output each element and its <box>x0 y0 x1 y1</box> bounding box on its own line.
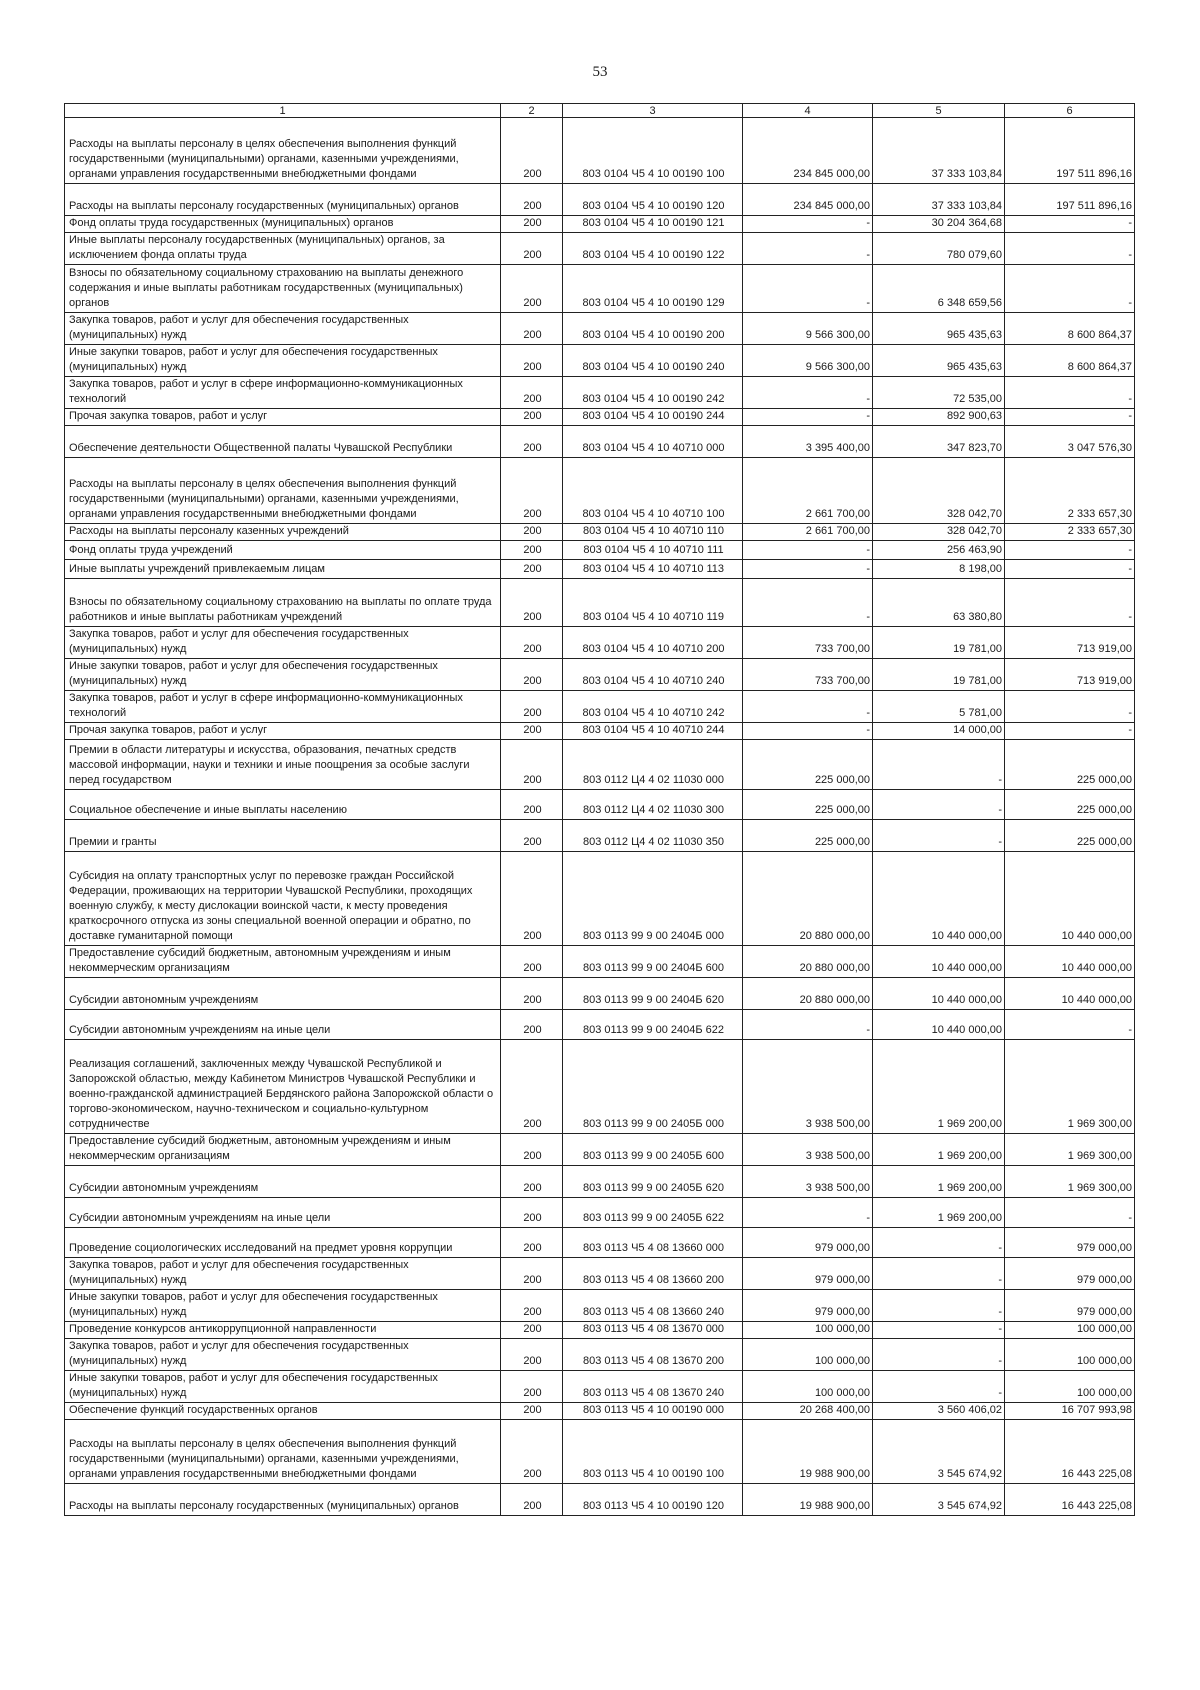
row-budget-code: 803 0112 Ц4 4 02 11030 300 <box>563 790 743 820</box>
row-remaining-amount: 16 443 225,08 <box>1005 1420 1135 1484</box>
row-budget-code: 803 0104 Ч5 4 10 40710 244 <box>563 723 743 740</box>
row-remaining-amount: - <box>1005 233 1135 265</box>
row-executed-amount: - <box>873 1339 1005 1371</box>
table-row <box>65 1166 1135 1198</box>
row-budget-code: 803 0104 Ч5 4 10 40710 113 <box>563 560 743 579</box>
row-budget-code: 803 0112 Ц4 4 02 11030 350 <box>563 820 743 852</box>
row-line-code: 200 <box>501 946 563 978</box>
row-executed-amount: 72 535,00 <box>873 377 1005 409</box>
row-approved-amount: - <box>743 233 873 265</box>
column-header: 5 <box>873 104 1005 118</box>
row-budget-code: 803 0104 Ч5 4 10 40710 000 <box>563 426 743 458</box>
row-budget-code: 803 0113 Ч5 4 08 13660 000 <box>563 1228 743 1258</box>
row-approved-amount: 3 938 500,00 <box>743 1040 873 1134</box>
row-executed-amount: 6 348 659,56 <box>873 265 1005 313</box>
row-executed-amount: 10 440 000,00 <box>873 852 1005 946</box>
row-line-code: 200 <box>501 409 563 426</box>
row-budget-code: 803 0113 Ч5 4 08 13670 240 <box>563 1371 743 1403</box>
row-approved-amount: 3 938 500,00 <box>743 1134 873 1166</box>
row-remaining-amount: - <box>1005 1198 1135 1228</box>
table-row <box>65 820 1135 852</box>
row-approved-amount: 3 938 500,00 <box>743 1166 873 1198</box>
row-remaining-amount: 10 440 000,00 <box>1005 946 1135 978</box>
row-executed-amount: 1 969 200,00 <box>873 1166 1005 1198</box>
row-approved-amount: 225 000,00 <box>743 820 873 852</box>
row-executed-amount: 1 969 200,00 <box>873 1134 1005 1166</box>
row-executed-amount: 5 781,00 <box>873 691 1005 723</box>
row-budget-code: 803 0113 99 9 00 2404Б 622 <box>563 1010 743 1040</box>
table-row <box>65 723 1135 740</box>
table-row <box>65 216 1135 233</box>
row-executed-amount: - <box>873 740 1005 790</box>
row-approved-amount: 225 000,00 <box>743 790 873 820</box>
row-executed-amount: 10 440 000,00 <box>873 978 1005 1010</box>
row-budget-code: 803 0104 Ч5 4 10 40710 240 <box>563 659 743 691</box>
table-row <box>65 1371 1135 1403</box>
row-description: Расходы на выплаты персоналу казенных учреждений <box>65 524 501 541</box>
row-approved-amount: 20 268 400,00 <box>743 1403 873 1420</box>
row-executed-amount: - <box>873 1258 1005 1290</box>
row-budget-code: 803 0113 Ч5 4 08 13660 240 <box>563 1290 743 1322</box>
row-description: Иные закупки товаров, работ и услуг для обеспечения государственных (муниципальных) нужд <box>65 345 501 377</box>
row-description: Иные закупки товаров, работ и услуг для обеспечения государственных (муниципальных) нужд <box>65 1290 501 1322</box>
row-remaining-amount: - <box>1005 541 1135 560</box>
row-remaining-amount: - <box>1005 1010 1135 1040</box>
row-approved-amount: 2 661 700,00 <box>743 524 873 541</box>
row-description: Иные закупки товаров, работ и услуг для обеспечения государственных (муниципальных) нужд <box>65 659 501 691</box>
row-description: Премии и гранты <box>65 820 501 852</box>
row-description: Обеспечение функций государственных органов <box>65 1403 501 1420</box>
row-description: Прочая закупка товаров, работ и услуг <box>65 723 501 740</box>
row-line-code: 200 <box>501 458 563 524</box>
table-row <box>65 345 1135 377</box>
row-description: Расходы на выплаты персоналу государственных (муниципальных) органов <box>65 184 501 216</box>
row-budget-code: 803 0104 Ч5 4 10 00190 121 <box>563 216 743 233</box>
row-remaining-amount: 3 047 576,30 <box>1005 426 1135 458</box>
row-remaining-amount: 197 511 896,16 <box>1005 184 1135 216</box>
row-line-code: 200 <box>501 1484 563 1516</box>
row-budget-code: 803 0113 99 9 00 2405Б 600 <box>563 1134 743 1166</box>
table-row <box>65 377 1135 409</box>
row-budget-code: 803 0104 Ч5 4 10 00190 120 <box>563 184 743 216</box>
row-line-code: 200 <box>501 118 563 184</box>
row-approved-amount: - <box>743 1010 873 1040</box>
row-budget-code: 803 0104 Ч5 4 10 00190 129 <box>563 265 743 313</box>
row-line-code: 200 <box>501 1166 563 1198</box>
row-line-code: 200 <box>501 1010 563 1040</box>
row-approved-amount: - <box>743 409 873 426</box>
row-executed-amount: 10 440 000,00 <box>873 1010 1005 1040</box>
table-row <box>65 1403 1135 1420</box>
row-budget-code: 803 0113 Ч5 4 08 13670 000 <box>563 1322 743 1339</box>
row-executed-amount: - <box>873 820 1005 852</box>
row-budget-code: 803 0104 Ч5 4 10 40710 242 <box>563 691 743 723</box>
row-remaining-amount: 225 000,00 <box>1005 790 1135 820</box>
row-remaining-amount: 979 000,00 <box>1005 1228 1135 1258</box>
row-description: Расходы на выплаты персоналу в целях обеспечения выполнения функций государственными (муниципальными) органами, казенными учреждениями, органами управления государственными внебюджетными фондами <box>65 458 501 524</box>
row-approved-amount: 234 845 000,00 <box>743 184 873 216</box>
row-line-code: 200 <box>501 1371 563 1403</box>
row-description: Расходы на выплаты персоналу в целях обеспечения выполнения функций государственными (муниципальными) органами, казенными учреждениями, органами управления государственными внебюджетными фондами <box>65 1420 501 1484</box>
row-executed-amount: 256 463,90 <box>873 541 1005 560</box>
row-approved-amount: 979 000,00 <box>743 1290 873 1322</box>
row-approved-amount: 733 700,00 <box>743 627 873 659</box>
row-budget-code: 803 0113 Ч5 4 10 00190 100 <box>563 1420 743 1484</box>
row-approved-amount: 20 880 000,00 <box>743 978 873 1010</box>
row-approved-amount: 19 988 900,00 <box>743 1420 873 1484</box>
row-executed-amount: 14 000,00 <box>873 723 1005 740</box>
row-line-code: 200 <box>501 740 563 790</box>
row-approved-amount: - <box>743 691 873 723</box>
table-row <box>65 1134 1135 1166</box>
table-row <box>65 426 1135 458</box>
row-budget-code: 803 0104 Ч5 4 10 00190 244 <box>563 409 743 426</box>
row-budget-code: 803 0104 Ч5 4 10 00190 122 <box>563 233 743 265</box>
row-description: Закупка товаров, работ и услуг в сфере информационно-коммуникационных технологий <box>65 377 501 409</box>
row-approved-amount: - <box>743 1198 873 1228</box>
row-approved-amount: - <box>743 377 873 409</box>
row-remaining-amount: 10 440 000,00 <box>1005 852 1135 946</box>
column-header: 6 <box>1005 104 1135 118</box>
row-line-code: 200 <box>501 233 563 265</box>
row-remaining-amount: - <box>1005 723 1135 740</box>
row-approved-amount: 9 566 300,00 <box>743 345 873 377</box>
column-header: 1 <box>65 104 501 118</box>
row-line-code: 200 <box>501 790 563 820</box>
row-remaining-amount: - <box>1005 560 1135 579</box>
row-budget-code: 803 0113 99 9 00 2405Б 000 <box>563 1040 743 1134</box>
row-budget-code: 803 0104 Ч5 4 10 00190 242 <box>563 377 743 409</box>
row-executed-amount: - <box>873 1290 1005 1322</box>
row-line-code: 200 <box>501 691 563 723</box>
table-row <box>65 409 1135 426</box>
row-budget-code: 803 0112 Ц4 4 02 11030 000 <box>563 740 743 790</box>
row-line-code: 200 <box>501 723 563 740</box>
row-executed-amount: - <box>873 1371 1005 1403</box>
row-line-code: 200 <box>501 852 563 946</box>
row-approved-amount: - <box>743 723 873 740</box>
row-description: Субсидии автономным учреждениям на иные цели <box>65 1198 501 1228</box>
row-executed-amount: 1 969 200,00 <box>873 1198 1005 1228</box>
row-executed-amount: 1 969 200,00 <box>873 1040 1005 1134</box>
row-line-code: 200 <box>501 345 563 377</box>
row-approved-amount: - <box>743 265 873 313</box>
row-executed-amount: 63 380,80 <box>873 579 1005 627</box>
table-row <box>65 560 1135 579</box>
row-remaining-amount: - <box>1005 691 1135 723</box>
table-row <box>65 1228 1135 1258</box>
row-description: Социальное обеспечение и иные выплаты населению <box>65 790 501 820</box>
row-budget-code: 803 0104 Ч5 4 10 00190 240 <box>563 345 743 377</box>
row-line-code: 200 <box>501 820 563 852</box>
row-approved-amount: 9 566 300,00 <box>743 313 873 345</box>
row-line-code: 200 <box>501 1040 563 1134</box>
row-line-code: 200 <box>501 265 563 313</box>
row-approved-amount: - <box>743 541 873 560</box>
row-line-code: 200 <box>501 560 563 579</box>
row-remaining-amount: - <box>1005 377 1135 409</box>
row-line-code: 200 <box>501 1403 563 1420</box>
row-executed-amount: 10 440 000,00 <box>873 946 1005 978</box>
table-row <box>65 184 1135 216</box>
row-budget-code: 803 0113 99 9 00 2404Б 620 <box>563 978 743 1010</box>
row-line-code: 200 <box>501 627 563 659</box>
row-remaining-amount: 8 600 864,37 <box>1005 313 1135 345</box>
row-description: Иные выплаты персоналу государственных (муниципальных) органов, за исключением фонда оплаты труда <box>65 233 501 265</box>
row-description: Реализация соглашений, заключенных между Чувашской Республикой и Запорожской областью, между Кабинетом Министров Чувашской Республики и военно-гражданской администрацией Бердянского района Запорожской области о торгово-экономическом, научно-техническом и социально-культурном сотрудничестве <box>65 1040 501 1134</box>
row-description: Иные закупки товаров, работ и услуг для обеспечения государственных (муниципальных) нужд <box>65 1371 501 1403</box>
row-executed-amount: 328 042,70 <box>873 458 1005 524</box>
row-executed-amount: 37 333 103,84 <box>873 184 1005 216</box>
row-remaining-amount: 2 333 657,30 <box>1005 524 1135 541</box>
row-budget-code: 803 0113 99 9 00 2404Б 000 <box>563 852 743 946</box>
row-remaining-amount: 16 707 993,98 <box>1005 1403 1135 1420</box>
row-description: Закупка товаров, работ и услуг для обеспечения государственных (муниципальных) нужд <box>65 627 501 659</box>
column-header: 3 <box>563 104 743 118</box>
row-description: Субсидия на оплату транспортных услуг по перевозке граждан Российской Федерации, проживающих на территории Чувашской Республики, проходящих военную службу, к месту дислокации воинской части, к месту проведения краткосрочного отпуска из зоны специальной военной операции и обратно, по доставке гуманитарной помощи <box>65 852 501 946</box>
table-row <box>65 1198 1135 1228</box>
row-budget-code: 803 0104 Ч5 4 10 40710 111 <box>563 541 743 560</box>
row-executed-amount: 30 204 364,68 <box>873 216 1005 233</box>
row-line-code: 200 <box>501 524 563 541</box>
row-description: Закупка товаров, работ и услуг для обеспечения государственных (муниципальных) нужд <box>65 313 501 345</box>
column-header: 2 <box>501 104 563 118</box>
row-line-code: 200 <box>501 1258 563 1290</box>
row-approved-amount: - <box>743 560 873 579</box>
row-description: Расходы на выплаты персоналу в целях обеспечения выполнения функций государственными (муниципальными) органами, казенными учреждениями, органами управления государственными внебюджетными фондами <box>65 118 501 184</box>
row-line-code: 200 <box>501 426 563 458</box>
row-approved-amount: 20 880 000,00 <box>743 946 873 978</box>
row-remaining-amount: - <box>1005 265 1135 313</box>
row-executed-amount: - <box>873 1228 1005 1258</box>
row-budget-code: 803 0113 99 9 00 2405Б 620 <box>563 1166 743 1198</box>
column-header: 4 <box>743 104 873 118</box>
row-remaining-amount: - <box>1005 409 1135 426</box>
row-remaining-amount: 100 000,00 <box>1005 1322 1135 1339</box>
row-executed-amount: 19 781,00 <box>873 659 1005 691</box>
row-remaining-amount: 1 969 300,00 <box>1005 1134 1135 1166</box>
row-description: Обеспечение деятельности Общественной палаты Чувашской Республики <box>65 426 501 458</box>
row-line-code: 200 <box>501 313 563 345</box>
table-row <box>65 852 1135 946</box>
row-line-code: 200 <box>501 541 563 560</box>
row-description: Субсидии автономным учреждениям <box>65 978 501 1010</box>
row-approved-amount: 100 000,00 <box>743 1339 873 1371</box>
table-row <box>65 1339 1135 1371</box>
row-executed-amount: 3 560 406,02 <box>873 1403 1005 1420</box>
row-executed-amount: 328 042,70 <box>873 524 1005 541</box>
table-row <box>65 233 1135 265</box>
budget-execution-table <box>64 103 1135 1516</box>
table-row <box>65 118 1135 184</box>
row-line-code: 200 <box>501 1134 563 1166</box>
row-approved-amount: - <box>743 579 873 627</box>
row-budget-code: 803 0104 Ч5 4 10 40710 200 <box>563 627 743 659</box>
row-description: Прочая закупка товаров, работ и услуг <box>65 409 501 426</box>
row-remaining-amount: 713 919,00 <box>1005 659 1135 691</box>
row-description: Проведение социологических исследований на предмет уровня коррупции <box>65 1228 501 1258</box>
row-remaining-amount: 1 969 300,00 <box>1005 1166 1135 1198</box>
row-description: Проведение конкурсов антикоррупционной направленности <box>65 1322 501 1339</box>
row-remaining-amount: 979 000,00 <box>1005 1258 1135 1290</box>
table-row <box>65 740 1135 790</box>
row-description: Расходы на выплаты персоналу государственных (муниципальных) органов <box>65 1484 501 1516</box>
row-line-code: 200 <box>501 579 563 627</box>
row-approved-amount: 225 000,00 <box>743 740 873 790</box>
row-approved-amount: 979 000,00 <box>743 1258 873 1290</box>
row-executed-amount: 892 900,63 <box>873 409 1005 426</box>
row-approved-amount: 20 880 000,00 <box>743 852 873 946</box>
row-budget-code: 803 0113 Ч5 4 10 00190 000 <box>563 1403 743 1420</box>
table-row <box>65 946 1135 978</box>
row-remaining-amount: - <box>1005 579 1135 627</box>
row-description: Предоставление субсидий бюджетным, автономным учреждениям и иным некоммерческим организациям <box>65 1134 501 1166</box>
row-description: Взносы по обязательному социальному страхованию на выплаты по оплате труда работников и иные выплаты работникам учреждений <box>65 579 501 627</box>
row-remaining-amount: - <box>1005 216 1135 233</box>
table-row <box>65 313 1135 345</box>
row-budget-code: 803 0113 Ч5 4 10 00190 120 <box>563 1484 743 1516</box>
row-executed-amount: 8 198,00 <box>873 560 1005 579</box>
table-row <box>65 541 1135 560</box>
row-approved-amount: 100 000,00 <box>743 1322 873 1339</box>
row-description: Взносы по обязательному социальному страхованию на выплаты денежного содержания и иные выплаты работникам государственных (муниципальных) органов <box>65 265 501 313</box>
column-number-row <box>65 104 1135 118</box>
row-line-code: 200 <box>501 659 563 691</box>
row-remaining-amount: 8 600 864,37 <box>1005 345 1135 377</box>
row-line-code: 200 <box>501 1339 563 1371</box>
row-budget-code: 803 0113 Ч5 4 08 13670 200 <box>563 1339 743 1371</box>
row-line-code: 200 <box>501 1290 563 1322</box>
table-row <box>65 1322 1135 1339</box>
table-row <box>65 579 1135 627</box>
row-remaining-amount: 16 443 225,08 <box>1005 1484 1135 1516</box>
row-description: Субсидии автономным учреждениям <box>65 1166 501 1198</box>
row-approved-amount: 19 988 900,00 <box>743 1484 873 1516</box>
row-line-code: 200 <box>501 377 563 409</box>
row-approved-amount: 733 700,00 <box>743 659 873 691</box>
row-executed-amount: 347 823,70 <box>873 426 1005 458</box>
table-row <box>65 691 1135 723</box>
row-description: Закупка товаров, работ и услуг в сфере информационно-коммуникационных технологий <box>65 691 501 723</box>
table-row <box>65 1040 1135 1134</box>
row-approved-amount: 100 000,00 <box>743 1371 873 1403</box>
table-row <box>65 627 1135 659</box>
row-remaining-amount: 225 000,00 <box>1005 820 1135 852</box>
table-row <box>65 458 1135 524</box>
row-executed-amount: - <box>873 790 1005 820</box>
row-remaining-amount: 225 000,00 <box>1005 740 1135 790</box>
row-approved-amount: 979 000,00 <box>743 1228 873 1258</box>
row-approved-amount: 2 661 700,00 <box>743 458 873 524</box>
row-line-code: 200 <box>501 1322 563 1339</box>
row-line-code: 200 <box>501 1228 563 1258</box>
row-line-code: 200 <box>501 978 563 1010</box>
row-description: Фонд оплаты труда государственных (муниципальных) органов <box>65 216 501 233</box>
row-line-code: 200 <box>501 1198 563 1228</box>
row-budget-code: 803 0104 Ч5 4 10 00190 200 <box>563 313 743 345</box>
table-row <box>65 1290 1135 1322</box>
row-remaining-amount: 713 919,00 <box>1005 627 1135 659</box>
row-remaining-amount: 2 333 657,30 <box>1005 458 1135 524</box>
row-description: Закупка товаров, работ и услуг для обеспечения государственных (муниципальных) нужд <box>65 1258 501 1290</box>
row-approved-amount: 3 395 400,00 <box>743 426 873 458</box>
row-description: Иные выплаты учреждений привлекаемым лицам <box>65 560 501 579</box>
row-remaining-amount: 10 440 000,00 <box>1005 978 1135 1010</box>
row-executed-amount: 965 435,63 <box>873 313 1005 345</box>
row-budget-code: 803 0104 Ч5 4 10 00190 100 <box>563 118 743 184</box>
table-row <box>65 659 1135 691</box>
row-budget-code: 803 0104 Ч5 4 10 40710 100 <box>563 458 743 524</box>
table-row <box>65 1258 1135 1290</box>
table-row <box>65 1010 1135 1040</box>
row-line-code: 200 <box>501 184 563 216</box>
page-number: 53 <box>592 64 608 80</box>
table-row <box>65 524 1135 541</box>
row-executed-amount: - <box>873 1322 1005 1339</box>
table-row <box>65 1420 1135 1484</box>
row-description: Премии в области литературы и искусства, образования, печатных средств массовой информации, науки и техники и иные поощрения за особые заслуги перед государством <box>65 740 501 790</box>
row-description: Фонд оплаты труда учреждений <box>65 541 501 560</box>
row-budget-code: 803 0113 99 9 00 2405Б 622 <box>563 1198 743 1228</box>
row-description: Субсидии автономным учреждениям на иные цели <box>65 1010 501 1040</box>
row-remaining-amount: 1 969 300,00 <box>1005 1040 1135 1134</box>
row-remaining-amount: 100 000,00 <box>1005 1339 1135 1371</box>
row-executed-amount: 19 781,00 <box>873 627 1005 659</box>
table-row <box>65 1484 1135 1516</box>
row-executed-amount: 3 545 674,92 <box>873 1484 1005 1516</box>
row-approved-amount: - <box>743 216 873 233</box>
row-budget-code: 803 0113 Ч5 4 08 13660 200 <box>563 1258 743 1290</box>
row-budget-code: 803 0104 Ч5 4 10 40710 110 <box>563 524 743 541</box>
row-line-code: 200 <box>501 216 563 233</box>
row-description: Предоставление субсидий бюджетным, автономным учреждениям и иным некоммерческим организациям <box>65 946 501 978</box>
row-executed-amount: 37 333 103,84 <box>873 118 1005 184</box>
table-row <box>65 978 1135 1010</box>
row-executed-amount: 965 435,63 <box>873 345 1005 377</box>
row-description: Закупка товаров, работ и услуг для обеспечения государственных (муниципальных) нужд <box>65 1339 501 1371</box>
table-row <box>65 790 1135 820</box>
row-budget-code: 803 0104 Ч5 4 10 40710 119 <box>563 579 743 627</box>
table-row <box>65 265 1135 313</box>
row-remaining-amount: 100 000,00 <box>1005 1371 1135 1403</box>
row-remaining-amount: 979 000,00 <box>1005 1290 1135 1322</box>
row-executed-amount: 3 545 674,92 <box>873 1420 1005 1484</box>
row-approved-amount: 234 845 000,00 <box>743 118 873 184</box>
row-remaining-amount: 197 511 896,16 <box>1005 118 1135 184</box>
row-executed-amount: 780 079,60 <box>873 233 1005 265</box>
row-budget-code: 803 0113 99 9 00 2404Б 600 <box>563 946 743 978</box>
row-line-code: 200 <box>501 1420 563 1484</box>
